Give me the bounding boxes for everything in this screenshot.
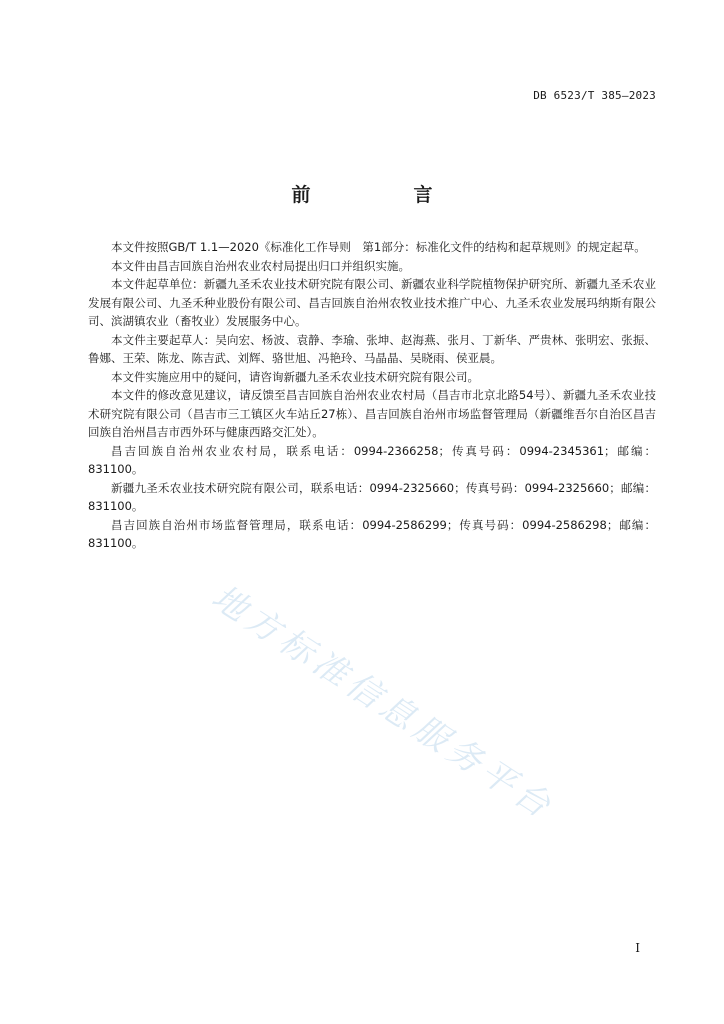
paragraph-proposer: 本文件由昌吉回族自治州农业农村局提出归口并组织实施。 (111, 258, 410, 273)
paragraph-contact-market-bureau: 昌吉回族自治州市场监督管理局，联系电话：0994-2586299；传真号码：0994-2586298；邮编：831100。 (88, 517, 656, 550)
paragraph-contact-bureau: 昌吉回族自治州农业农村局，联系电话：0994-2366258；传真号码：0994-2345361；邮编：831100。 (88, 443, 656, 476)
page-title: 前 言 (291, 184, 475, 206)
paragraph-drafting-units: 本文件起草单位：新疆九圣禾农业技术研究院有限公司、新疆农业科学院植物保护研究所、新疆九圣禾农业发展有限公司、九圣禾种业股份有限公司、昌吉回族自治州农牧业技术推广中心、九圣禾农业发展玛纳斯有限公司、滨湖镇农业（畜牧业）发展服务中心。 (88, 277, 656, 328)
paragraph-drafting-rules: 本文件按照GB/T 1.1—2020《标准化工作导则 第1部分：标准化文件的结构和起草规则》的规定起草。 (111, 240, 646, 254)
paragraph-contact-institute: 新疆九圣禾农业技术研究院有限公司，联系电话：0994-2325660；传真号码：0994-2325660；邮编：831100。 (88, 480, 656, 513)
foreword-body (88, 238, 656, 553)
paragraph-drafters: 本文件主要起草人：吴向宏、杨波、袁静、李瑜、张坤、赵海燕、张月、丁新华、严贵林、张明宏、张振、鲁娜、王荣、陈龙、陈吉武、刘辉、骆世旭、冯艳玲、马晶晶、吴晓雨、侯亚晨。 (88, 332, 656, 365)
watermark: 地方标准信息服务平台 (204, 577, 562, 829)
standard-code: DB 6523/T 385—2023 (533, 89, 656, 102)
paragraph-feedback: 本文件的修改意见建议，请反馈至昌吉回族自治州农业农村局（昌吉市北京北路54号）、新疆九圣禾农业技术研究院有限公司（昌吉市三工镇区火车站丘27栋）、昌吉回族自治州市场监督管理局（新疆维吾尔自治区昌吉回族自治州昌吉市西外环与健康西路交汇处）。 (88, 388, 656, 439)
page-number: I (635, 941, 640, 955)
paragraph-inquiry: 本文件实施应用中的疑问，请咨询新疆九圣禾农业技术研究院有限公司。 (111, 369, 479, 384)
